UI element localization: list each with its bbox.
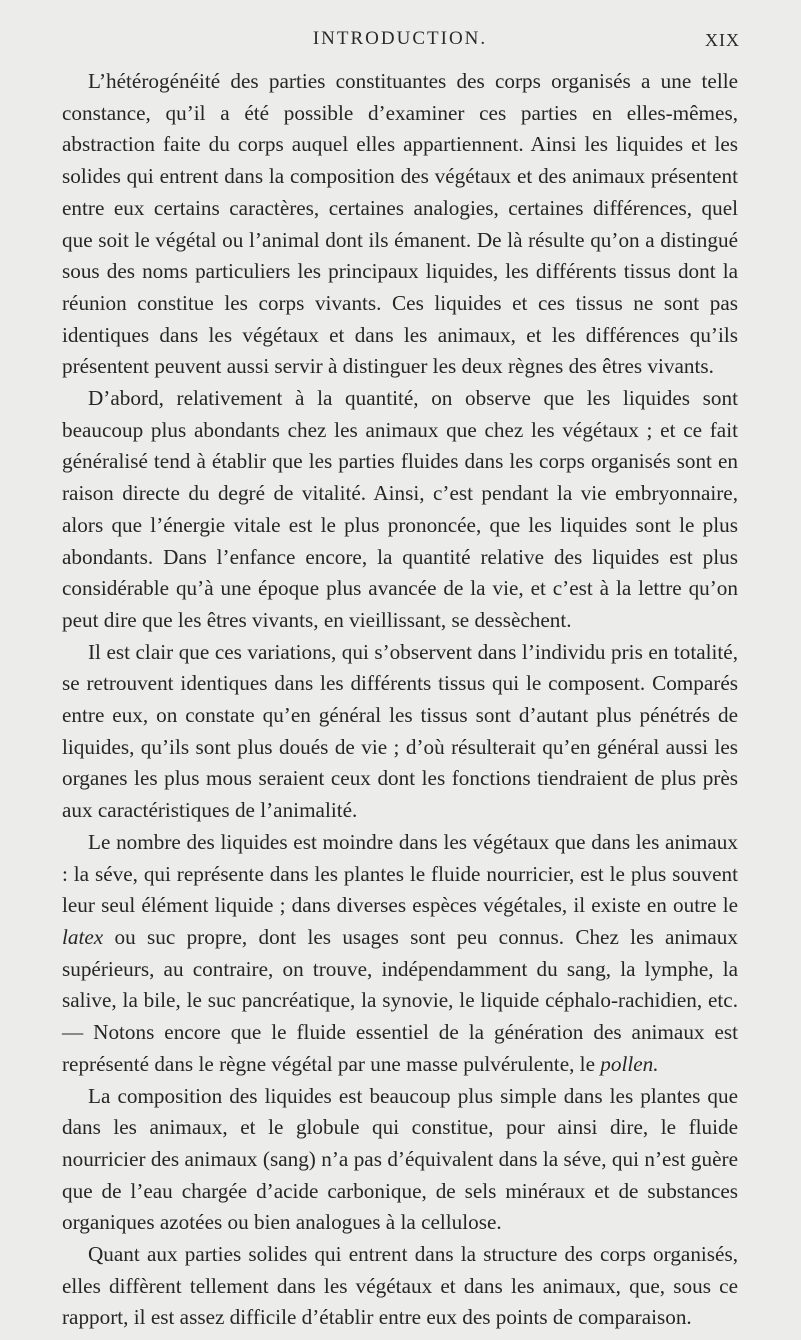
text-run: D’abord, relativement à la quantité, on observe que les liquides sont beaucoup plus abondants chez les animaux que chez les végétaux ; et ce fait généralisé tend à établir que les parties fluides dans les corps organisés sont en raison directe du degré de vitalité. Ainsi, c’est pendant la vie embryonnaire, alors que l’énergie vitale est le plus prononcée, que les liquides sont le plus abondants. Dans l’enfance encore, la quantité relative des liquides est plus considérable qu’à une époque plus avancée de la vie, et c’est à la lettre qu’on peut dire que les êtres vivants, en vieillissant, se dessèchent.	[62, 386, 738, 632]
text-run: ou suc propre, dont les usages sont peu connus. Chez les animaux supérieurs, au contraire, on trouve, indépendamment du sang, la lymphe, la salive, la bile, le suc pancréatique, la synovie, le liquide céphalo-rachidien, etc. — Notons encore que le fluide essentiel de la génération des animaux est représenté dans le règne végétal par une masse pulvérulente, le	[62, 924, 738, 1076]
text-run: L’hétérogénéité des parties constituantes des corps organisés a une telle constance, qu’il a été possible d’examiner ces parties en elles-mêmes, abstraction faite du corps auquel elles appartiennent. Ainsi les liquides et les solides qui entrent dans la composition des végétaux et des animaux présentent entre eux certains caractères, certaines analogies, certaines différences, quel que soit le végétal ou l’animal dont ils émanent. De là résulte qu’on a distingué sous des noms particuliers les principaux liquides, les différents tissus dont la réunion constitue les corps vivants. Ces liquides et ces tissus ne sont pas identiques dans les végétaux et dans les animaux, et les différences qu’ils présentent peuvent aussi servir à distinguer les deux règnes des êtres vivants.	[62, 69, 738, 379]
text-run: La composition des liquides est beaucoup plus simple dans les plantes que dans les animaux, et le globule qui constitue, pour ainsi dire, le fluide nourricier des animaux (sang) n’a pas d’équivalent dans la séve, qui n’est guère que de l’eau chargée d’acide carbonique, de sels minéraux et de substances organiques azotées ou bien analogues à la cellulose.	[62, 1083, 738, 1235]
body-text	[62, 66, 738, 1334]
running-title: INTRODUCTION.	[312, 28, 488, 49]
paragraph	[62, 827, 738, 1081]
italic-term-latex: latex	[62, 924, 104, 949]
text-run: Quant aux parties solides qui entrent dans la structure des corps organisés, elles diffèrent tellement dans les végétaux et dans les animaux, que, sous ce rapport, il est assez difficile d’établir entre eux des points de comparaison.	[62, 1242, 738, 1330]
page-number: XIX	[705, 30, 740, 50]
paragraph	[62, 1081, 738, 1240]
text-run: Il est clair que ces variations, qui s’observent dans l’individu pris en totalité, se retrouvent identiques dans les différents tissus qui le composent. Comparés entre eux, on constate qu’en général les tissus sont d’autant plus pénétrés de liquides, qu’ils sont plus doués de vie ; d’où résulterait qu’en général aussi les organes les plus mous seraient ceux dont les fonctions tiendraient de plus près aux caractéristiques de l’animalité.	[62, 639, 738, 823]
text-run: Le nombre des liquides est moindre dans les végétaux que dans les animaux : la séve, qui représente dans les plantes le fluide nourricier, est le plus souvent leur seul élément liquide ; dans diverses espèces végétales, il existe en outre le	[62, 829, 738, 918]
paragraph	[62, 66, 738, 383]
italic-term-pollen: pollen.	[600, 1051, 659, 1076]
paragraph	[62, 383, 738, 637]
paragraph	[62, 1239, 738, 1334]
paragraph	[62, 637, 738, 827]
running-head	[60, 28, 740, 58]
